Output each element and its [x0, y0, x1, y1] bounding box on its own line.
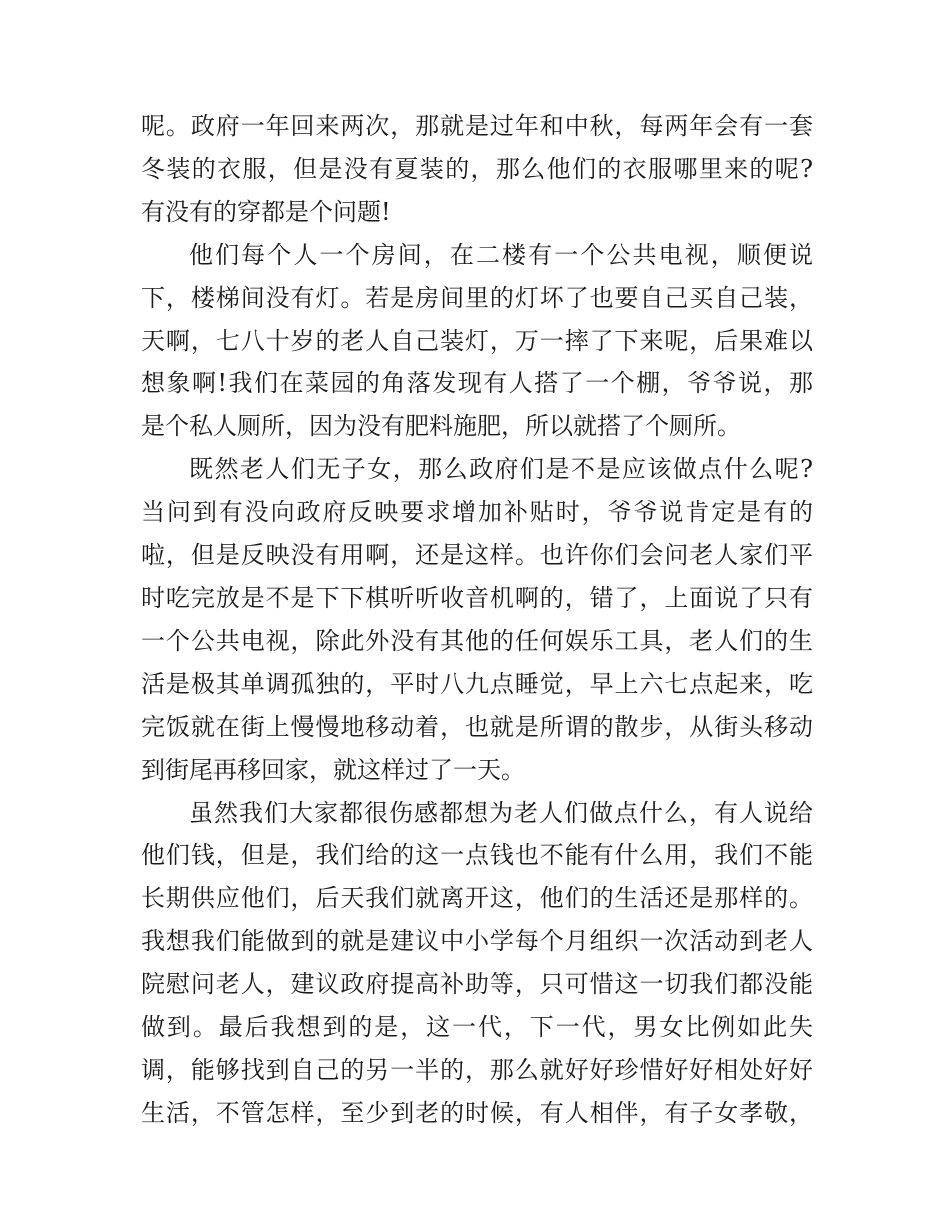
body-text	[141, 105, 813, 1135]
text-line: 生活，不管怎样，至少到老的时候，有人相伴，有子女孝敬，	[141, 1098, 813, 1127]
text-line: 做到。最后我想到的是，这一代，下一代，男女比例如此失	[141, 1013, 813, 1042]
text-line: 虽然我们大家都很伤感都想为老人们做点什么，有人说给	[189, 798, 813, 827]
text-line: 我想我们能做到的就是建议中小学每个月组织一次活动到老人	[141, 927, 813, 956]
text-line: 下，楼梯间没有灯。若是房间里的灯坏了也要自己买自己装，	[141, 283, 813, 312]
text-line: 时吃完放是不是下下棋听听收音机啊的，错了，上面说了只有	[141, 583, 813, 612]
text-line: 他们钱，但是，我们给的这一点钱也不能有什么用，我们不能	[141, 841, 813, 870]
text-line: 既然老人们无子女，那么政府们是不是应该做点什么呢?	[189, 455, 813, 484]
text-line: 天啊，七八十岁的老人自己装灯，万一摔了下来呢，后果难以	[141, 326, 813, 355]
text-line: 想象啊!我们在菜园的角落发现有人搭了一个棚，爷爷说，那	[141, 369, 813, 398]
text-line: 调，能够找到自己的另一半的，那么就好好珍惜好好相处好好	[141, 1055, 813, 1084]
text-line: 长期供应他们，后天我们就离开这，他们的生活还是那样的。	[141, 884, 813, 913]
paragraph-3	[141, 448, 813, 791]
text-line: 当问到有没向政府反映要求增加补贴时，爷爷说肯定是有的	[141, 498, 813, 527]
paragraph-4	[141, 792, 813, 1135]
paragraph-2	[141, 234, 813, 449]
text-line: 他们每个人一个房间，在二楼有一个公共电视，顺便说	[189, 240, 813, 269]
text-line: 是个私人厕所，因为没有肥料施肥，所以就搭了个厕所。	[141, 412, 741, 441]
text-line: 冬装的衣服，但是没有夏装的，那么他们的衣服哪里来的呢?	[141, 154, 813, 183]
text-line: 一个公共电视，除此外没有其他的任何娱乐工具，老人们的生	[141, 626, 813, 655]
text-line: 院慰问老人，建议政府提高补助等，只可惜这一切我们都没能	[141, 970, 813, 999]
text-line: 有没有的穿都是个问题!	[141, 197, 391, 226]
text-line: 到街尾再移回家，就这样过了一天。	[141, 755, 525, 784]
text-line: 活是极其单调孤独的，平时八九点睡觉，早上六七点起来，吃	[141, 669, 813, 698]
paragraph-1	[141, 105, 813, 234]
text-line: 呢。政府一年回来两次，那就是过年和中秋，每两年会有一套	[141, 112, 813, 140]
text-line: 啦，但是反映没有用啊，还是这样。也许你们会问老人家们平	[141, 541, 813, 570]
text-line: 完饭就在街上慢慢地移动着，也就是所谓的散步，从街头移动	[141, 712, 813, 741]
